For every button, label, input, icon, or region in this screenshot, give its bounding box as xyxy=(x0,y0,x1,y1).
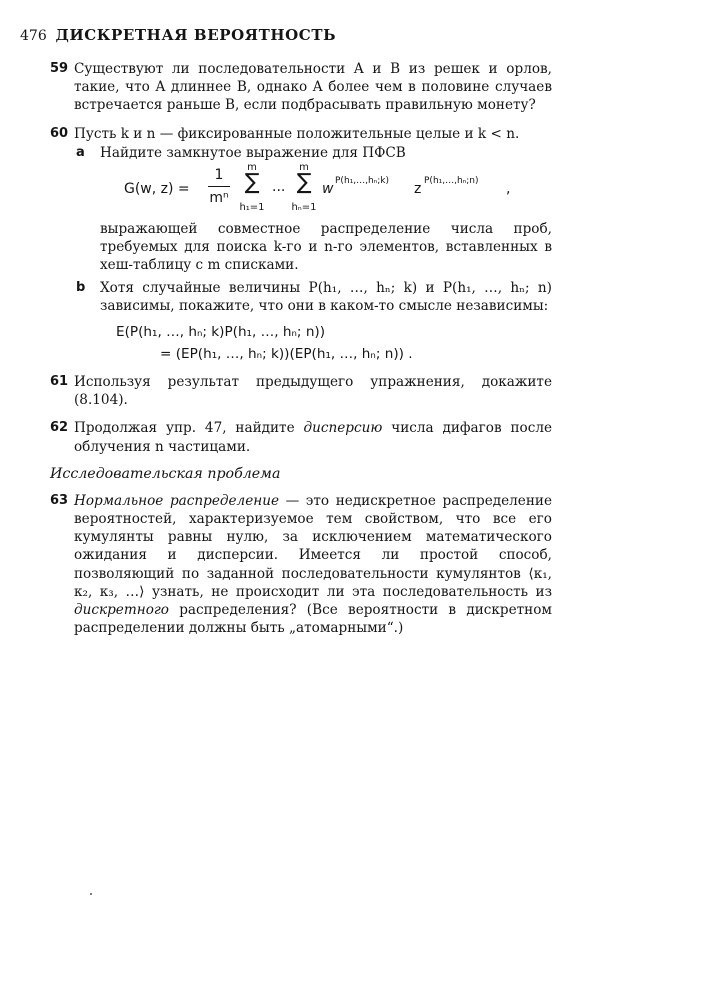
exercise-59 xyxy=(50,60,552,115)
part-a-text: Найдите замкнутое выражение для ПФСВ xyxy=(100,144,406,161)
fraction-numerator: 1 xyxy=(214,167,224,184)
var-w: w xyxy=(322,181,334,198)
exercise-63 xyxy=(50,492,552,638)
emphasis: дискретного xyxy=(74,602,169,619)
equation-line-2: = (EP(h₁, …, hₙ; k))(EP(h₁, …, hₙ; n)) . xyxy=(160,346,413,363)
sum2-lower: hₙ=1 xyxy=(291,202,317,214)
exercise-number: 63 xyxy=(50,492,69,508)
exercise-text: — это недискретное распределение вероятностей, характеризуемое тем свойством, что все его кумулянты равны нулю, за исключением математического ожидания и дисперсии. Имеется ли простой способ, позволяющий по заданной последовательности кумулянтов ⟨κ₁, κ₂, κ₃, …⟩ узнать, не происходит ли эта последовательность из xyxy=(74,492,552,600)
part-label: b xyxy=(76,279,86,295)
fraction-denominator: mⁿ xyxy=(209,190,229,207)
running-header xyxy=(20,26,336,44)
part-a-continuation: выражающей совместное распределение числа проб, требуемых для поиска k-го и n-го элементов, вставленных в хеш-таблицу с m списками. xyxy=(100,221,552,274)
var-z: z xyxy=(414,181,422,198)
part-label: a xyxy=(76,144,85,160)
pgf-formula xyxy=(100,162,552,220)
exercise-61 xyxy=(50,373,552,409)
exercise-list xyxy=(50,60,552,647)
exercise-text: Существуют ли последовательности A и B из решек и орлов, такие, что A длиннее B, однако A более чем в половине случаев встречается раньше B, если подбрасывать правильную монету? xyxy=(74,61,552,114)
sum1-symbol: ∑ xyxy=(244,170,260,196)
scan-speck xyxy=(90,893,92,895)
exercise-number: 59 xyxy=(50,61,69,76)
emphasis: Нормальное распределение xyxy=(74,492,279,509)
formula-lhs: G(w, z) = xyxy=(124,181,190,198)
part-a xyxy=(74,144,552,275)
exercise-intro: Пусть k и n — фиксированные положительные целые и k < n. xyxy=(74,125,520,142)
exercise-number: 62 xyxy=(50,420,69,436)
exercise-text-cont: распределения? (Все вероятности в дискретном распределении должны быть „атомарными“.) xyxy=(74,602,552,637)
exercise-text: Продолжая упр. 47, найдите xyxy=(74,420,295,437)
exercise-number: 60 xyxy=(50,125,69,141)
part-b xyxy=(74,279,552,363)
chapter-title: ДИСКРЕТНАЯ ВЕРОЯТНОСТЬ xyxy=(55,26,337,44)
sum1-lower: h₁=1 xyxy=(239,202,265,214)
equation-line-1: E(P(h₁, …, hₙ; k)P(h₁, …, hₙ; n)) xyxy=(116,324,326,341)
sum1-upper: m xyxy=(247,162,257,174)
sum2-symbol: ∑ xyxy=(296,170,312,196)
fraction-bar xyxy=(208,186,230,187)
exercise-62 xyxy=(50,419,552,455)
section-heading: Исследовательская проблема xyxy=(50,465,281,482)
exercise-text-cont: числа дифагов после облучения n частицами. xyxy=(74,420,553,455)
sum2-upper: m xyxy=(299,162,309,174)
formula-comma: , xyxy=(506,181,511,198)
page-number: 476 xyxy=(20,28,47,44)
ellipsis: ··· xyxy=(272,183,286,200)
exercise-60 xyxy=(50,125,552,363)
independence-equation xyxy=(100,315,552,363)
part-b-text: Хотя случайные величины P(h₁, …, hₙ; k) и P(h₁, …, hₙ; n) зависимы, покажите, что они в каком-то смысле независимы: xyxy=(100,279,552,314)
w-exponent: P(h₁,…,hₙ;k) xyxy=(335,176,390,187)
emphasis: дисперсию xyxy=(303,420,383,437)
z-exponent: P(h₁,…,hₙ;n) xyxy=(424,176,479,187)
exercise-number: 61 xyxy=(50,374,69,390)
exercise-text: Используя результат предыдущего упражнения, докажите (8.104). xyxy=(74,374,552,409)
